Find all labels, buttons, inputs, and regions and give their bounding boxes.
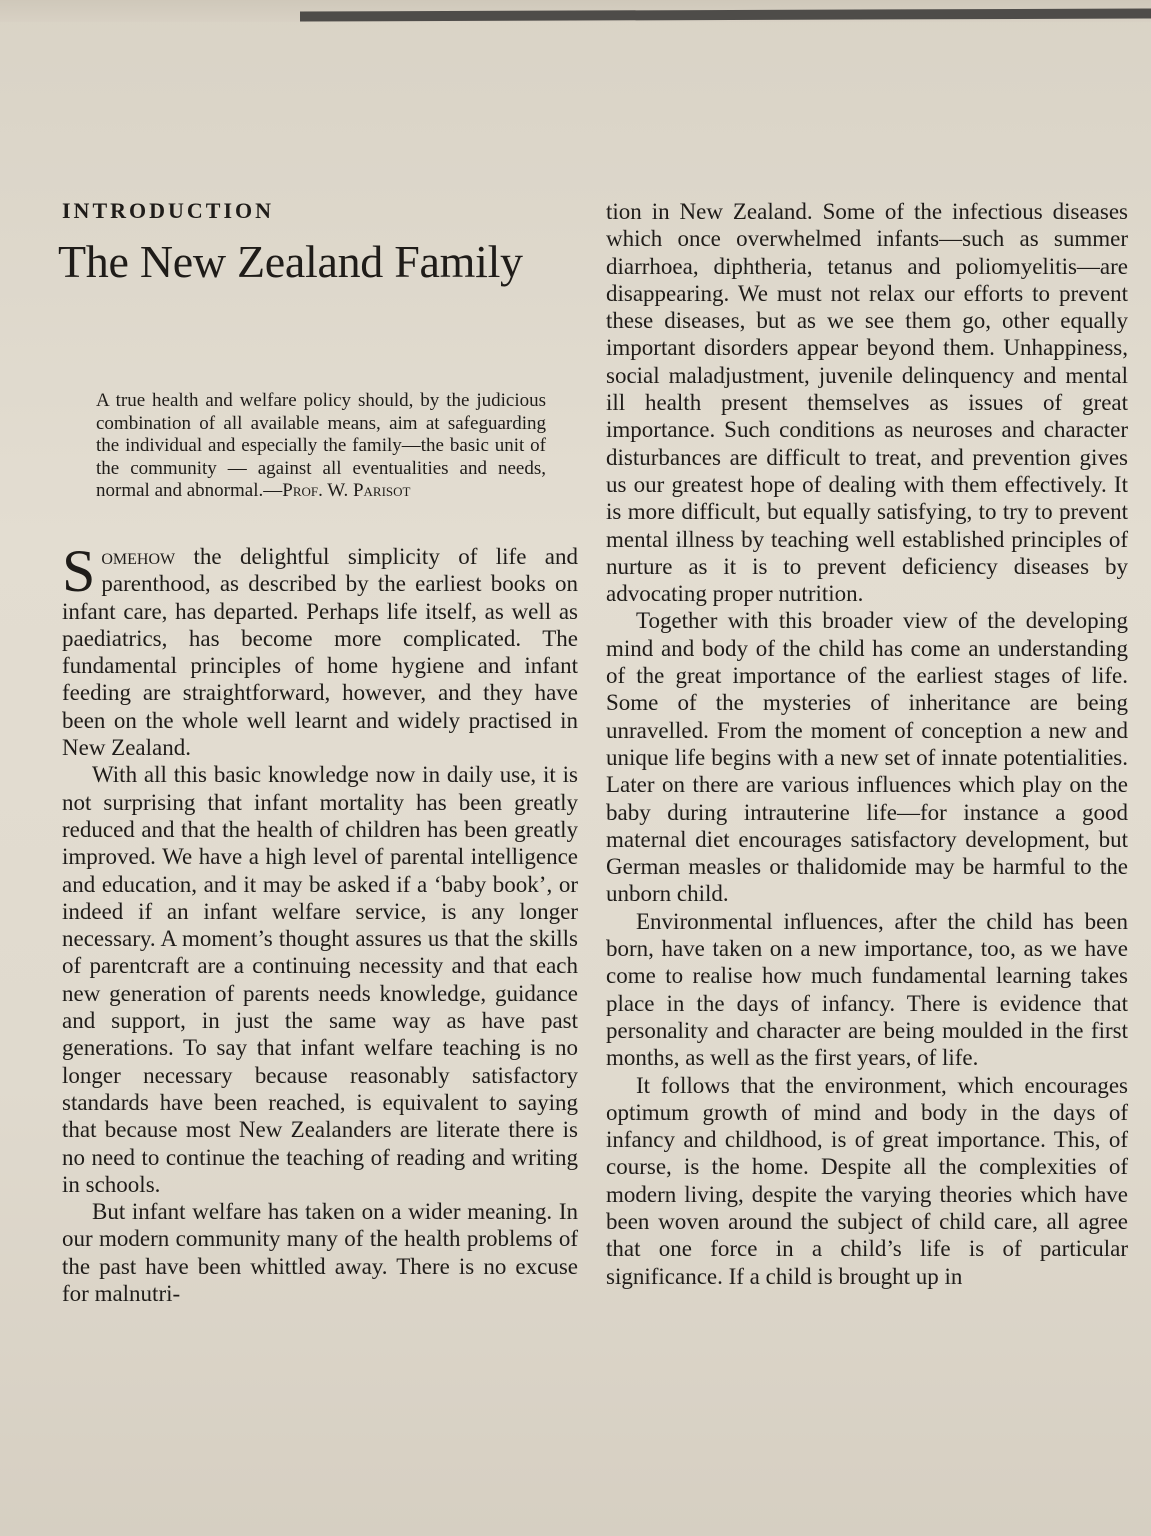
epigraph-attribution: Prof. W. Parisot xyxy=(282,480,411,502)
drop-cap: S xyxy=(62,537,96,604)
body-text-left xyxy=(62,537,578,1307)
body-text-right xyxy=(606,198,1128,1290)
paragraph-5: Environmental influences, after the child has been born, have taken on a new importance, too, as we have come to realise how much fundamental learning takes place in the days of infancy. There is evidence that personality and character are being moulded in the first months, as well as the first years, of life. xyxy=(606,908,1128,1071)
paragraph-1 xyxy=(62,537,578,761)
paragraph-2: With all this basic knowledge now in daily use, it is not surprising that infant mortality has been greatly reduced and that the health of children has been greatly improved. We have a high level of parental intelligence and education, and it may be asked if a ‘baby book’, or indeed if an infant welfare service, is any longer necessary. A moment’s thought assures us that the skills of parentcraft are a continuing necessity and that each new generation of parents needs knowledge, guidance and support, in just the same way as have past generations. To say that infant welfare teaching is no longer necessary because reasonably satisfactory standards have been reached, is equivalent to saying that because most New Zealanders are literate there is no need to continue the teaching of reading and writing in schools. xyxy=(62,762,578,1197)
right-column xyxy=(606,198,1128,1290)
paragraph-6: It follows that the environment, which encourages optimum growth of mind and body in the days of infancy and childhood, is of great importance. This, of course, is the home. Despite all the complexities of modern living, despite the varying theories which have been woven around the subject of child care, all agree that one force in a child’s life is of particular significance. If a child is brought up in xyxy=(606,1072,1128,1289)
paragraph-1-text: the delightful simplicity of life and parenthood, as described by the earliest books on infant care, has departed. Perhaps life itself, as well as paediatrics, has become more complicated. The fundamental principles of home hygiene and infant feeding are straightforward, however, and they have been on the whole well learnt and widely practised in New Zealand. xyxy=(62,543,578,761)
page-title: The New Zealand Family xyxy=(58,236,523,287)
section-label: INTRODUCTION xyxy=(62,198,275,223)
paragraph-4: Together with this broader view of the developing mind and body of the child has come an understanding of the great importance of the earliest stages of life. Some of the mysteries of inheritance are being unravelled. From the moment of conception a new and unique life begins with a new set of innate potentialities. Later on there are various influences which play on the baby during intrauterine life—for instance a good maternal diet encourages satisfactory development, but German measles or thalidomide may be harmful to the unborn child. xyxy=(606,608,1128,907)
lead-word: omehow xyxy=(101,543,176,569)
epigraph-text: A true health and welfare policy should, by the judicious combination of all available means, aim at safeguarding the individual and especially the family—the basic unit of the community — against all eventualities and needs, normal and abnormal.— xyxy=(96,390,546,502)
paragraph-3-start: But infant welfare has taken on a wider meaning. In our modern community many of the health problems of the past have been whittled away. There is no excuse for malnutri- xyxy=(62,1199,578,1306)
paragraph-3-end: tion in New Zealand. Some of the infectious diseases which once overwhelmed infants—such as summer diarrhoea, diphtheria, tetanus and poliomyelitis—are disappearing. We must not relax our efforts to prevent these diseases, but as we see them go, other equally important disorders appear beyond them. Unhappiness, social maladjustment, juvenile delinquency and mental ill health present themselves as issues of great importance. Such conditions as neuroses and character disturbances are difficult to treat, and prevention gives us our greatest hope of dealing with them effectively. It is more difficult, but equally satisfying, to try to prevent mental illness by teaching well established principles of nurture as it is to prevent deficiency diseases by advocating proper nutrition. xyxy=(606,199,1128,607)
left-column xyxy=(58,198,578,1307)
epigraph xyxy=(96,390,546,503)
